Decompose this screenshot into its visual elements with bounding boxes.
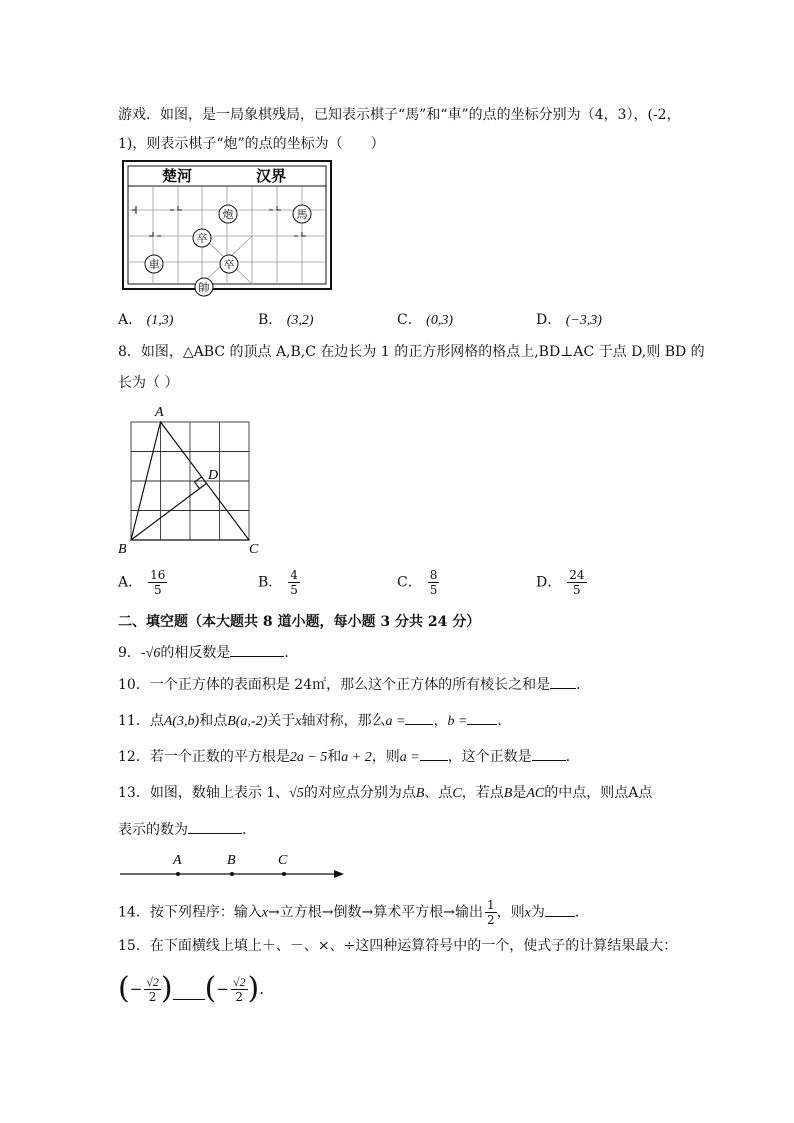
q14-blank <box>545 902 575 917</box>
river-left-label: 楚河 <box>162 169 193 185</box>
q7-option-d: D． (−3,3) <box>536 312 602 328</box>
q11: 11．点A(3,b)和点B(a,-2)关于x轴对称，那么a = ，b = ． <box>118 710 511 732</box>
q13-line1: 13．如图，数轴上表示 1、√5的对应点分别为点B、点C，若点B是AC的中点，则点A点 <box>118 785 653 801</box>
section-2-heading: 二、填空题（本大题共 8 道小题，每小题 3 分共 24 分） <box>118 614 481 630</box>
q8-line1: 8．如图，△ABC 的顶点 A,B,C 在边长为 1 的正方形网格的格点上,BD⊥AC 于点 D,则 BD 的 <box>118 344 705 360</box>
svg-text:卒: 卒 <box>223 259 235 271</box>
q11-blank-b <box>467 710 497 725</box>
q8-option-b: B． $\frac{4}{5}$ <box>258 568 298 597</box>
q12-blank-num <box>532 746 566 761</box>
label-b: B <box>118 542 127 557</box>
q14: 14．按下列程序：输入x→立方根→倒数→算术平方根→输出 $\frac{1}{2}$ ，则x为 ． <box>118 898 589 927</box>
axis-label-b: B <box>227 853 236 868</box>
label-a: A <box>155 405 164 420</box>
q7-option-a: A． (1,3) <box>118 312 174 328</box>
triangle-grid-figure <box>115 400 275 560</box>
point-b <box>230 872 234 876</box>
label-d: D <box>208 468 219 483</box>
q10: 10．一个正方体的表面积是 24㎡，那么这个正方体的所有棱长之和是 ． <box>118 674 590 695</box>
svg-text:卒: 卒 <box>196 233 208 245</box>
q12: 12．若一个正数的平方根是2a − 5和a + 2，则a = ，这个正数是 ． <box>118 746 580 768</box>
number-line-figure <box>118 848 348 882</box>
q11-blank-a <box>405 710 433 725</box>
q7-line2: 1)，则表示棋子“炮”的点的坐标为（ ） <box>118 136 385 152</box>
svg-text:炮: 炮 <box>222 209 234 221</box>
point-a <box>176 872 180 876</box>
q8-option-d: D． $\frac{24}{5}$ <box>536 568 585 597</box>
q13-line2: 表示的数为 ． <box>118 819 256 840</box>
q12-blank-a <box>420 746 448 761</box>
chess-board-figure <box>122 160 334 298</box>
q15-expression: (− $\frac{√2}{2}$ ) (− $\frac{√2}{2}$ ). <box>118 971 264 1006</box>
q8-line2: 长为（ ） <box>118 375 179 391</box>
q7-option-b: B． (3,2) <box>258 312 314 328</box>
q8-option-c: C． $\frac{8}{5}$ <box>397 568 438 597</box>
q15-line1: 15．在下面横线上填上＋、－、×、÷这四种运算符号中的一个，使式子的计算结果最大： <box>118 938 678 954</box>
label-c: C <box>249 542 259 557</box>
svg-text:車: 車 <box>148 259 160 271</box>
axis-label-c: C <box>278 853 288 868</box>
q13-blank <box>188 819 242 834</box>
q10-blank <box>550 674 576 689</box>
point-c <box>282 872 286 876</box>
q7-option-c: C． (0,3) <box>397 312 453 328</box>
q15-blank <box>173 979 205 1000</box>
q9-blank <box>230 642 284 657</box>
q7-line1: 游戏．如图，是一局象棋残局，已知表示棋子“馬”和“車”的点的坐标分别为（4，3），(-2， <box>118 107 681 123</box>
axis-label-a: A <box>173 853 182 868</box>
svg-text:馬: 馬 <box>296 209 308 221</box>
q9: 9．-√6的相反数是 ． <box>118 642 298 664</box>
svg-text:帥: 帥 <box>198 282 210 294</box>
river-right-label: 汉界 <box>256 169 287 185</box>
q8-option-a: A． $\frac{16}{5}$ <box>118 568 166 597</box>
